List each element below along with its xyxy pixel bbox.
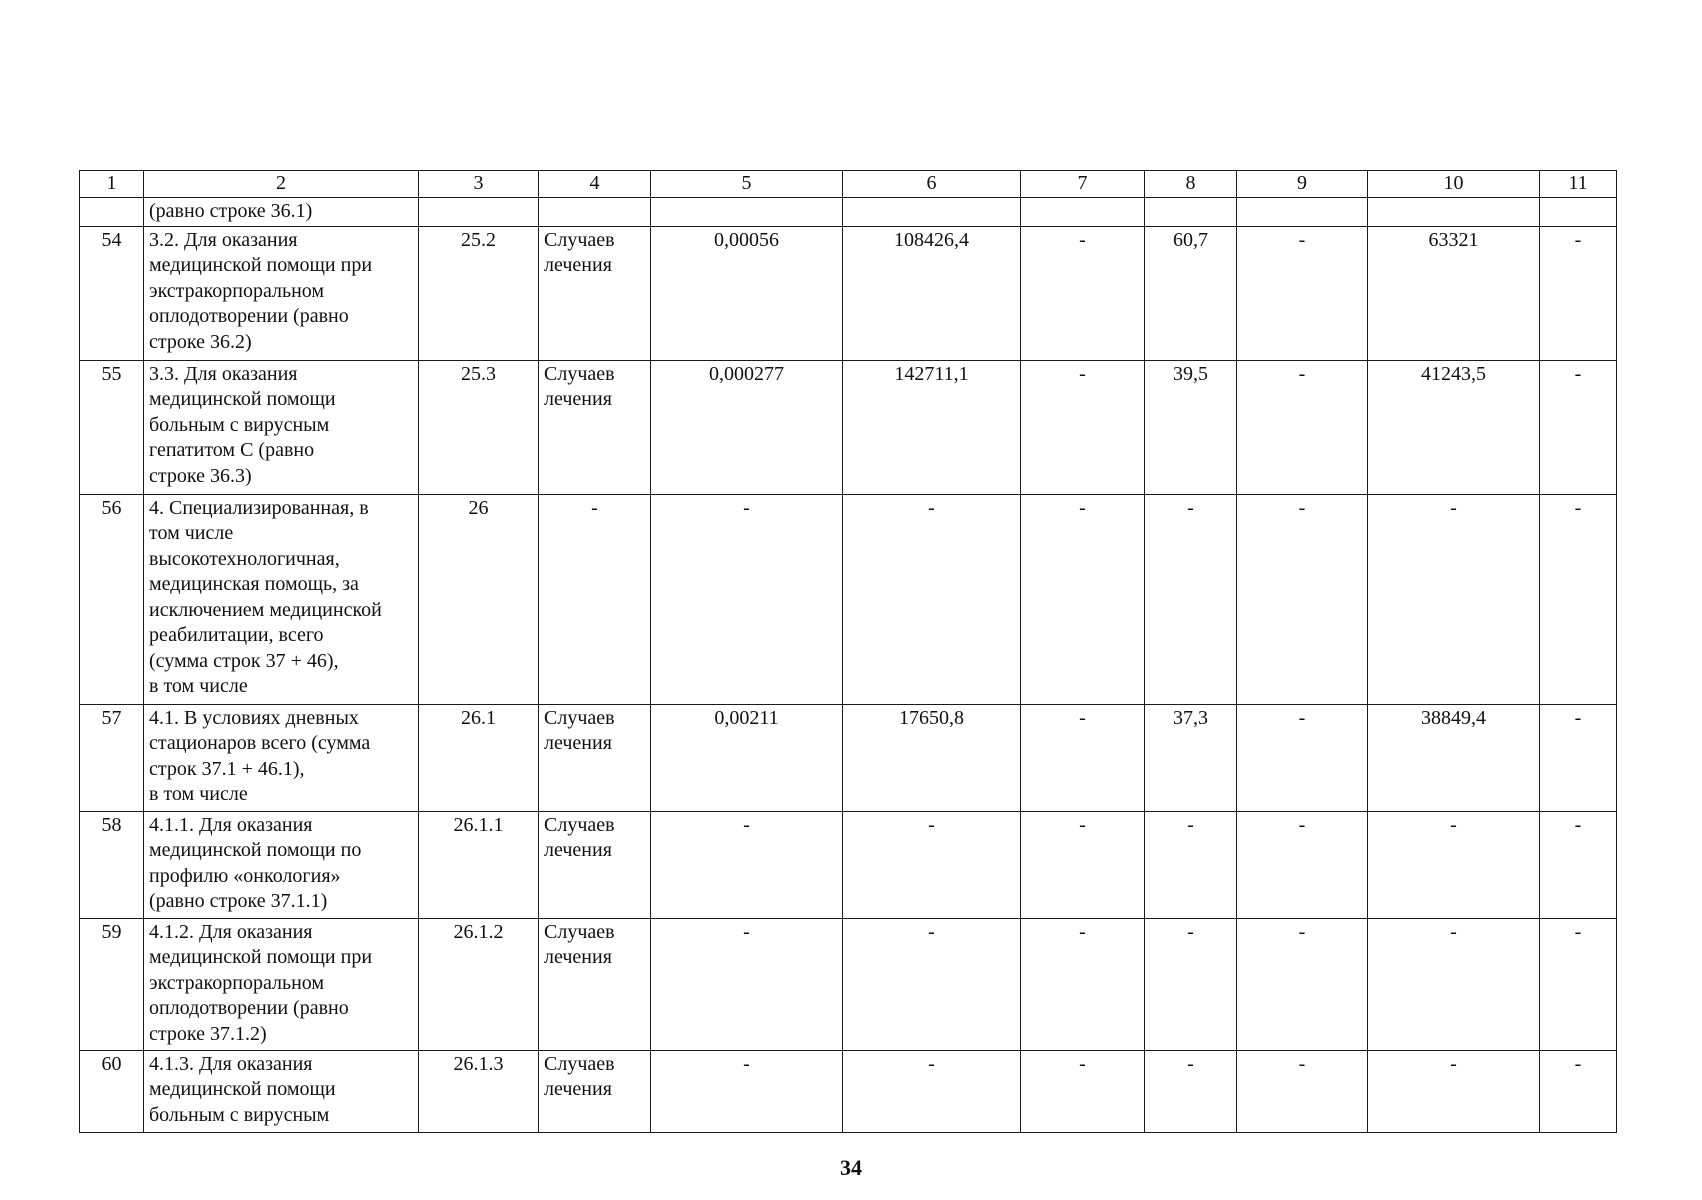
row-value: - xyxy=(1540,704,1617,811)
row-value: - xyxy=(1237,1050,1368,1132)
table-row xyxy=(80,198,1617,227)
row-value: 0,00056 xyxy=(651,226,843,360)
row-value: - xyxy=(1145,918,1237,1050)
row-value: - xyxy=(651,811,843,918)
row-name: 3.3. Для оказания медицинской помощи больным с вирусным гепатитом С (равно строке 36.3) xyxy=(144,360,419,494)
row-value: 0,000277 xyxy=(651,360,843,494)
row-code: 25.3 xyxy=(419,360,539,494)
row-value: - xyxy=(1145,811,1237,918)
column-header: 2 xyxy=(144,171,419,198)
row-unit: Случаев лечения xyxy=(539,704,651,811)
row-value: - xyxy=(1145,1050,1237,1132)
row-value: - xyxy=(1145,494,1237,704)
row-value: 60,7 xyxy=(1145,226,1237,360)
table-row xyxy=(80,1050,1617,1132)
row-value: 39,5 xyxy=(1145,360,1237,494)
row-value: - xyxy=(1237,494,1368,704)
row-value: - xyxy=(1540,1050,1617,1132)
row-unit: Случаев лечения xyxy=(539,811,651,918)
column-header: 7 xyxy=(1021,171,1145,198)
row-value xyxy=(1021,198,1145,227)
row-unit: Случаев лечения xyxy=(539,226,651,360)
row-number: 58 xyxy=(80,811,144,918)
row-value: - xyxy=(1540,811,1617,918)
row-unit: - xyxy=(539,494,651,704)
row-number: 60 xyxy=(80,1050,144,1132)
table-row xyxy=(80,494,1617,704)
row-value: 108426,4 xyxy=(843,226,1021,360)
row-value: 63321 xyxy=(1368,226,1540,360)
row-value: - xyxy=(1021,704,1145,811)
row-name: 3.2. Для оказания медицинской помощи при экстракорпоральном оплодотворении (равно строке 36.2) xyxy=(144,226,419,360)
column-header: 1 xyxy=(80,171,144,198)
row-value: - xyxy=(1237,360,1368,494)
column-header: 5 xyxy=(651,171,843,198)
row-value: 17650,8 xyxy=(843,704,1021,811)
column-header: 3 xyxy=(419,171,539,198)
data-table xyxy=(79,170,1617,1133)
row-value: - xyxy=(1368,918,1540,1050)
column-header: 11 xyxy=(1540,171,1617,198)
row-value xyxy=(1368,198,1540,227)
row-value: 41243,5 xyxy=(1368,360,1540,494)
row-number: 55 xyxy=(80,360,144,494)
table-row xyxy=(80,360,1617,494)
row-unit: Случаев лечения xyxy=(539,360,651,494)
row-value: - xyxy=(843,494,1021,704)
row-value: - xyxy=(1021,226,1145,360)
column-number-row xyxy=(80,171,1617,198)
row-unit: Случаев лечения xyxy=(539,1050,651,1132)
row-number xyxy=(80,198,144,227)
row-number: 56 xyxy=(80,494,144,704)
row-number: 57 xyxy=(80,704,144,811)
row-value: 38849,4 xyxy=(1368,704,1540,811)
row-name: 4.1.2. Для оказания медицинской помощи при экстракорпоральном оплодотворении (равно строке 37.1.2) xyxy=(144,918,419,1050)
row-value xyxy=(1145,198,1237,227)
row-number: 54 xyxy=(80,226,144,360)
row-code: 25.2 xyxy=(419,226,539,360)
row-unit: Случаев лечения xyxy=(539,918,651,1050)
row-value: 0,00211 xyxy=(651,704,843,811)
row-value: - xyxy=(1368,1050,1540,1132)
table-row xyxy=(80,811,1617,918)
row-value: - xyxy=(1540,226,1617,360)
column-header: 10 xyxy=(1368,171,1540,198)
row-name: 4.1.1. Для оказания медицинской помощи по профилю «онкология» (равно строке 37.1.1) xyxy=(144,811,419,918)
row-name: 4. Специализированная, в том числе высокотехнологичная, медицинская помощь, за исключением медицинской реабилитации, всего (сумма строк 37 + 46), в том числе xyxy=(144,494,419,704)
row-value xyxy=(843,198,1021,227)
row-value: - xyxy=(1021,918,1145,1050)
row-number: 59 xyxy=(80,918,144,1050)
row-value: - xyxy=(1237,918,1368,1050)
column-header: 4 xyxy=(539,171,651,198)
row-name: 4.1.3. Для оказания медицинской помощи больным с вирусным xyxy=(144,1050,419,1132)
column-header: 6 xyxy=(843,171,1021,198)
table-row xyxy=(80,704,1617,811)
row-value: - xyxy=(651,918,843,1050)
row-value: - xyxy=(1540,494,1617,704)
row-name: (равно строке 36.1) xyxy=(144,198,419,227)
row-value: - xyxy=(1237,226,1368,360)
row-value: - xyxy=(843,1050,1021,1132)
row-code: 26.1.1 xyxy=(419,811,539,918)
row-value: - xyxy=(1368,494,1540,704)
row-value: - xyxy=(843,811,1021,918)
column-header: 9 xyxy=(1237,171,1368,198)
row-code xyxy=(419,198,539,227)
row-value: - xyxy=(1540,360,1617,494)
row-code: 26.1.3 xyxy=(419,1050,539,1132)
row-value: - xyxy=(651,494,843,704)
row-value: 37,3 xyxy=(1145,704,1237,811)
row-code: 26.1.2 xyxy=(419,918,539,1050)
page-number: 34 xyxy=(840,1155,862,1180)
row-value: - xyxy=(1021,494,1145,704)
row-value: - xyxy=(1021,1050,1145,1132)
row-value xyxy=(651,198,843,227)
row-value: - xyxy=(1540,918,1617,1050)
row-value: 142711,1 xyxy=(843,360,1021,494)
row-value: - xyxy=(1021,811,1145,918)
column-header: 8 xyxy=(1145,171,1237,198)
row-name: 4.1. В условиях дневных стационаров всего (сумма строк 37.1 + 46.1), в том числе xyxy=(144,704,419,811)
row-value: - xyxy=(651,1050,843,1132)
row-value: - xyxy=(1237,704,1368,811)
table-row xyxy=(80,918,1617,1050)
row-value: - xyxy=(1237,811,1368,918)
row-value: - xyxy=(1368,811,1540,918)
row-code: 26 xyxy=(419,494,539,704)
row-value xyxy=(1540,198,1617,227)
row-value xyxy=(1237,198,1368,227)
row-value: - xyxy=(1021,360,1145,494)
table-row xyxy=(80,226,1617,360)
row-code: 26.1 xyxy=(419,704,539,811)
row-unit xyxy=(539,198,651,227)
row-value: - xyxy=(843,918,1021,1050)
